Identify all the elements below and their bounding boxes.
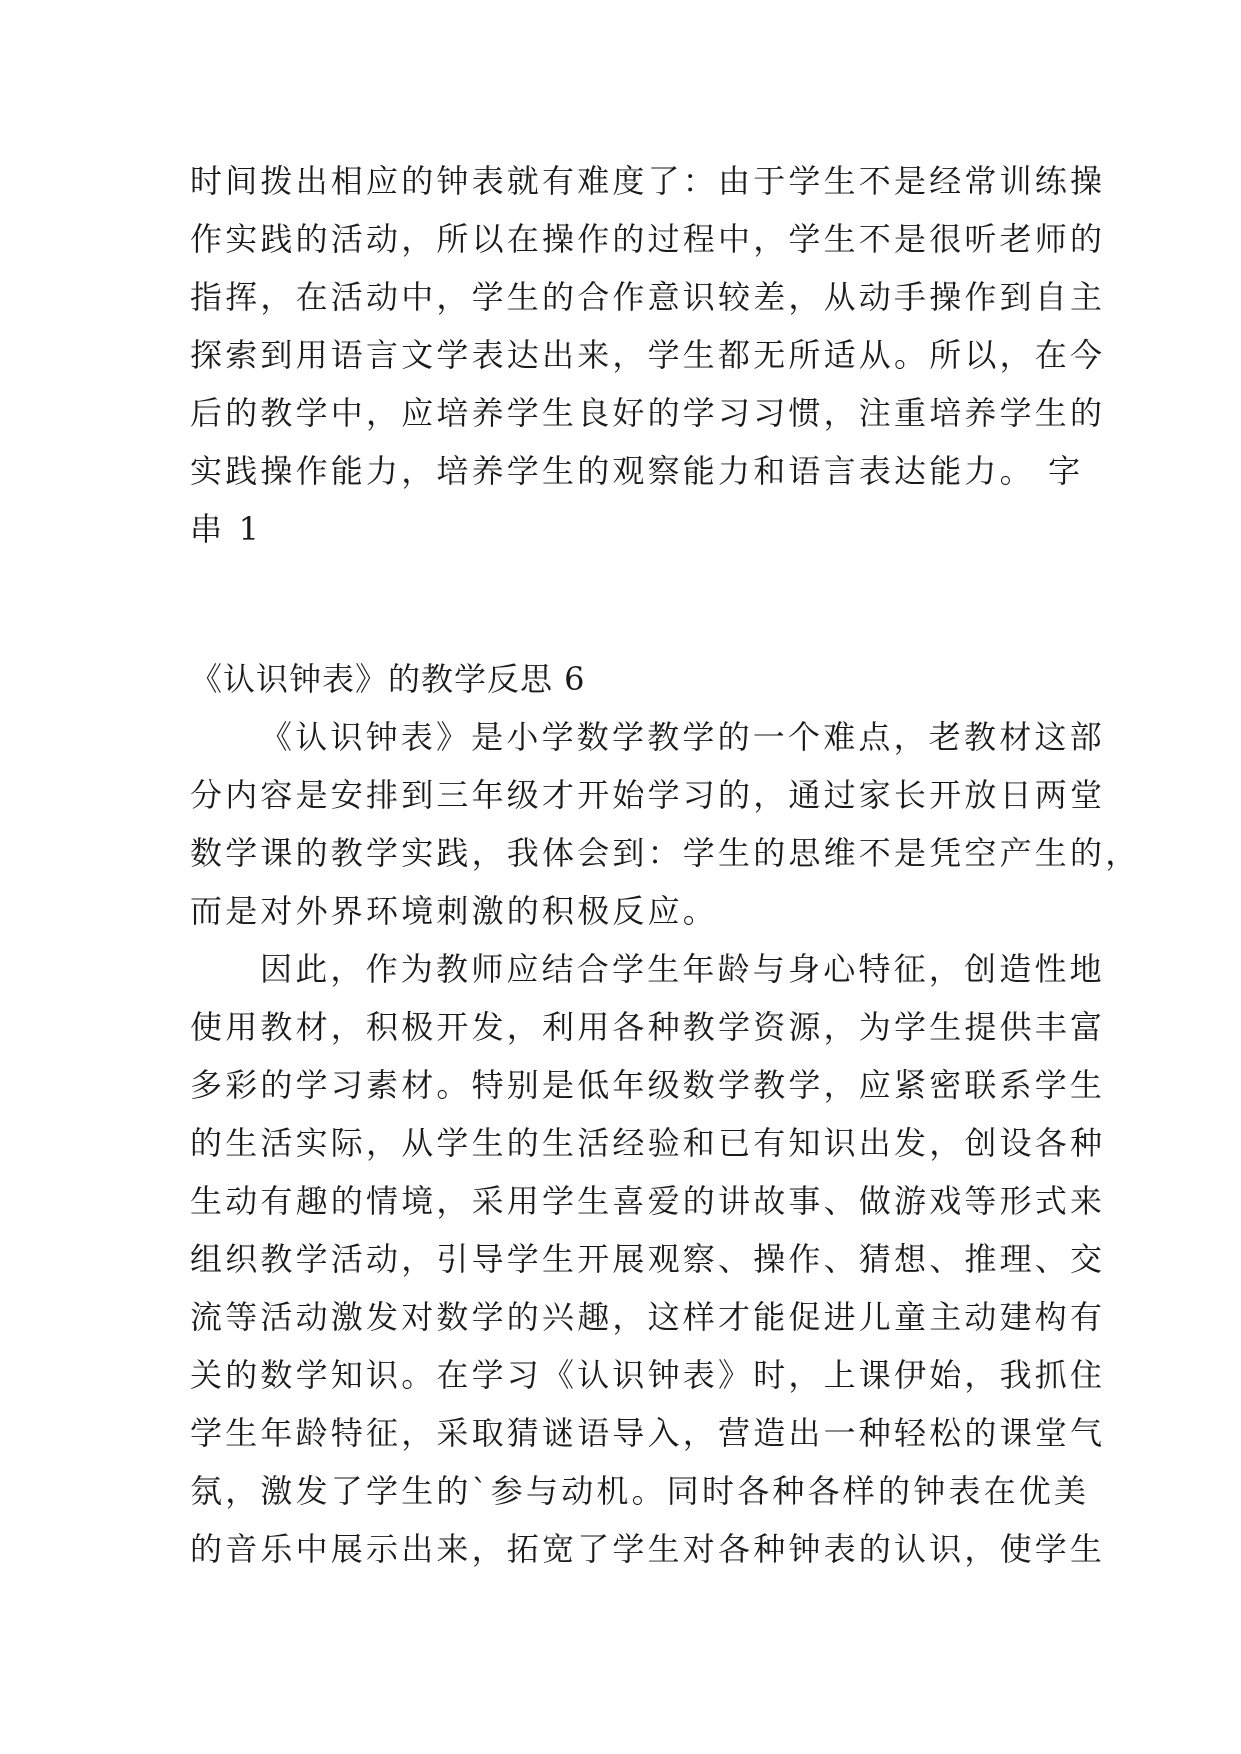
text-line: 氛，激发了学生的`参与动机。同时各种各样的钟表在优美 (190, 1472, 1090, 1510)
text-line: 多彩的学习素材。特别是低年级数学教学，应紧密联系学生 (190, 1066, 1106, 1104)
text-line: 《认识钟表》是小学数学教学的一个难点，老教材这部 (260, 718, 1105, 756)
text-line: 使用教材，积极开发，利用各种教学资源，为学生提供丰富 (190, 1008, 1106, 1046)
paragraph-continued (190, 152, 1106, 558)
text-line: 因此，作为教师应结合学生年龄与身心特征，创造性地 (260, 950, 1105, 988)
text-line: 分内容是安排到三年级才开始学习的，通过家长开放日两堂 (190, 776, 1106, 814)
text-line: 时间拨出相应的钟表就有难度了：由于学生不是经常训练操 (190, 162, 1106, 200)
paragraph-2 (190, 940, 1106, 1578)
text-line: 关的数学知识。在学习《认识钟表》时，上课伊始，我抓住 (190, 1356, 1106, 1394)
section-heading: 《认识钟表》的教学反思 6 (190, 660, 586, 698)
section-gap (190, 558, 1050, 650)
text-line: 探索到用语言文学表达出来，学生都无所适从。所以，在今 (190, 336, 1106, 374)
text-line: 的生活实际，从学生的生活经验和已有知识出发，创设各种 (190, 1124, 1106, 1162)
text-line: 指挥，在活动中，学生的合作意识较差，从动手操作到自主 (190, 278, 1106, 316)
text-line: 串 1 (190, 510, 263, 548)
text-line: 流等活动激发对数学的兴趣，这样才能促进儿童主动建构有 (190, 1298, 1106, 1336)
text-line: 组织教学活动，引导学生开展观察、操作、猜想、推理、交 (190, 1240, 1106, 1278)
text-line: 数学课的教学实践，我体会到：学生的思维不是凭空产生的， (190, 834, 1141, 872)
text-line: 学生年龄特征，采取猜谜语导入，营造出一种轻松的课堂气 (190, 1414, 1106, 1452)
document-page (190, 152, 1141, 1578)
text-line: 作实践的活动，所以在操作的过程中，学生不是很听老师的 (190, 220, 1106, 258)
text-line: 生动有趣的情境，采用学生喜爱的讲故事、做游戏等形式来 (190, 1182, 1106, 1220)
paragraph-1 (190, 708, 1141, 940)
text-line: 而是对外界环境刺激的积极反应。 (190, 892, 719, 930)
text-line: 实践操作能力，培养学生的观察能力和语言表达能力。 字 (190, 452, 1084, 490)
text-line: 的音乐中展示出来，拓宽了学生对各种钟表的认识，使学生 (190, 1530, 1106, 1568)
text-line: 后的教学中，应培养学生良好的学习习惯，注重培养学生的 (190, 394, 1106, 432)
